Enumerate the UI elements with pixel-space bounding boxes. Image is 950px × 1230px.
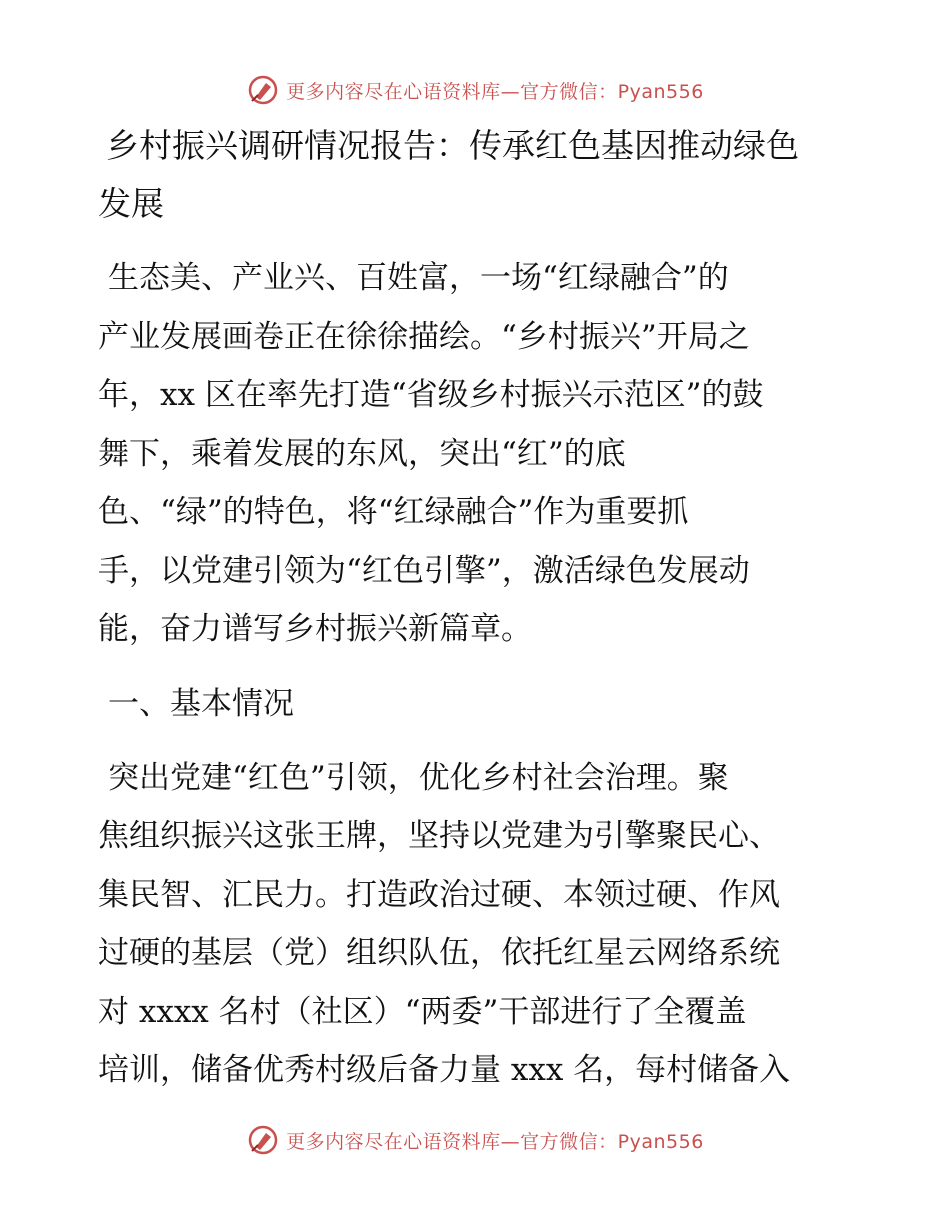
paragraph-line: 产业发展画卷正在徐徐描绘。“乡村振兴”开局之 bbox=[98, 318, 750, 355]
paragraph-line: 能，奋力谱写乡村振兴新篇章。 bbox=[98, 611, 532, 647]
paragraph-line: 过硬的基层（党）组织队伍，依托红星云网络系统 bbox=[98, 935, 780, 971]
watermark-banner-top bbox=[0, 70, 950, 110]
pen-nib-logo-icon bbox=[246, 73, 280, 107]
document-body bbox=[98, 117, 858, 1100]
watermark-text: 更多内容尽在心语资料库—官方微信：Pyan556 bbox=[286, 80, 704, 103]
paragraph-line: 突出党建“红色”引领，优化乡村社会治理。聚 bbox=[108, 759, 729, 796]
paragraph-line: 集民智、汇民力。打造政治过硬、本领过硬、作风 bbox=[98, 876, 780, 913]
paragraph-line: 年，xx 区在率先打造“省级乡村振兴示范区”的鼓 bbox=[98, 377, 764, 413]
document-title bbox=[98, 117, 858, 233]
watermark-text: 更多内容尽在心语资料库—官方微信：Pyan556 bbox=[286, 1130, 704, 1153]
section-heading: 一、基本情况 bbox=[108, 685, 294, 722]
paragraph-line: 培训，储备优秀村级后备力量 xxx 名，每村储备入 bbox=[98, 1052, 791, 1088]
watermark-banner-bottom bbox=[0, 1120, 950, 1160]
title-line: 乡村振兴调研情况报告：传承红色基因推动绿色 bbox=[106, 126, 799, 165]
paragraph-line: 焦组织振兴这张王牌，坚持以党建为引擎聚民心、 bbox=[98, 818, 780, 854]
paragraph-line: 对 xxxx 名村（社区）“两委”干部进行了全覆盖 bbox=[98, 993, 747, 1030]
section-paragraph bbox=[98, 749, 858, 1100]
paragraph-line: 手，以党建引领为“红色引擎”，激活绿色发展动 bbox=[98, 552, 750, 589]
title-line: 发展 bbox=[98, 184, 164, 223]
paragraph-line: 生态美、产业兴、百姓富，一场“红绿融合”的 bbox=[108, 260, 729, 296]
pen-nib-logo-icon bbox=[246, 1123, 280, 1157]
paragraph-line: 色、“绿”的特色，将“红绿融合”作为重要抓 bbox=[98, 494, 689, 530]
intro-paragraph bbox=[98, 249, 858, 659]
paragraph-line: 舞下，乘着发展的东风，突出“红”的底 bbox=[98, 435, 626, 472]
